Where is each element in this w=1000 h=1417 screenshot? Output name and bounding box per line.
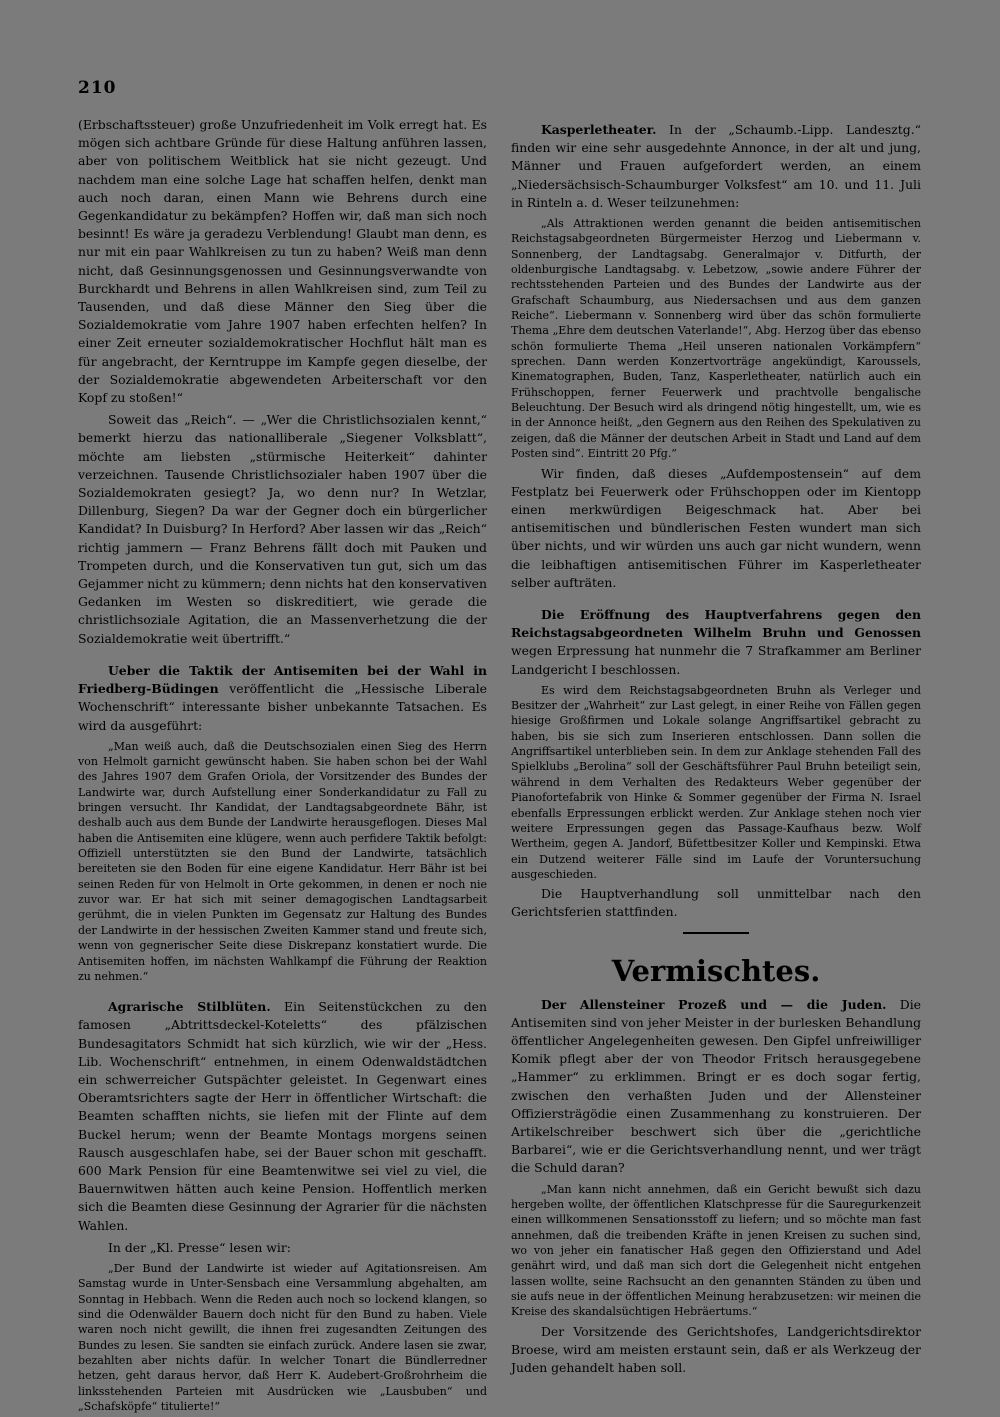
page-number: 210 xyxy=(78,78,117,98)
paragraph-lead: Die Eröffnung des Hauptverfahrens gegen den Reichstagsabgeordneten Wilhelm Bruhn und Genossen xyxy=(511,606,921,641)
quote-hammer: „Man kann nicht annehmen, daß ein Gericht bewußt sich dazu hergeben wollte, der öffentlichen Klatschpresse für die Sauregurkenzeit einen willkommenen Sensationsstoff zu liefern; und so möchte man fast annehmen, daß die treibenden Kräfte in jenen Kreisen zu suchen sind, wo von jeher ein fanatischer Haß gegen den Offizierstand und Adel genährt wird, und daß man sich dort die Gelegenheit nicht entgehen lassen wollte, seine Rachsucht an den genannten Ständen zu üben und sie aufs neue in der öffentlichen Meinung herabzusetzen: wir meinen die Kreise des skandalsüchtigen Hebräertums.“ xyxy=(511,1182,921,1319)
quote-helmolt: „Man weiß auch, daß die Deutschsozialen einen Sieg des Herrn von Helmolt garnicht gewünscht haben. Sie haben schon bei der Wahl des Jahres 1907 dem Grafen Oriola, der Vorsitzender des Bundes der Landwirte war, durch Aufstellung einer Sonderkandidatur zu Fall zu bringen versucht. Ihr Kandidat, der Landtagsabgeordnete Bähr, ist deshalb auch aus dem Bunde der Landwirte herausgeflogen. Dieses Mal haben die Antisemiten eine klügere, wenn auch perfidere Taktik befolgt: Offiziell unterstützten sie den Bund der Landwirte, tatsächlich bereiteten sie den Boden für eine eigene Kandidatur. Herr Bähr ist bei seinen Reden für von Helmolt in Orte gekommen, in denen er noch nie zuvor war. Er hat sich mit seiner demagogischen Landtagsarbeit gerühmt, die in vielen Punkten im Gegensatz zur Haltung des Bundes der Landwirte in der hessischen Zweiten Kammer stand und freute sich, wenn von gegnerischer Seite diese Diskrepanz konstatiert wurde. Die Antisemiten hoffen, im nächsten Wahlkampf die Führung der Reaktion zu nehmen.“ xyxy=(78,739,487,983)
quote-volksfest: „Als Attraktionen werden genannt die beiden antisemitischen Reichstagsabgeordneten Bürgermeister Herzog und Liebermann v. Sonnenberg, der Landtagsabg. Generalmajor v. Ditfurth, der oldenburgische Landtagsabg. v. Lebetzow, „sowie andere Führer der rechtsstehenden Parteien und des Bundes der Landwirte aus der Grafschaft Schaumburg, aus Niedersachsen und aus dem ganzen Reiche“. Liebermann v. Sonnenberg wird über das schön formulierte Thema „Ehre dem deutschen Vaterlande!“, Abg. Herzog über das ebenso schön formulierte Thema „Heil unseren nationalen Vorkämpfern“ sprechen. Dann werden Konzertvorträge angekündigt, Karoussels, Kinematographen, Buden, Tanz, Kasperletheater, natürlich auch ein Frühschoppen, ferner Feuerwerk und prachtvolle bengalische Beleuchtung. Der Besuch wird als dringend nötig hingestellt, um, wie es in der Annonce heißt, „den Gegnern aus den Reihen des Spekulativen zu zeigen, daß die Männer der deutschen Arbeit in Stadt und Land auf dem Posten sind“. Eintritt 20 Pfg.“ xyxy=(511,217,921,461)
paragraph-body: wegen Erpressung hat nunmehr die 7 Strafkammer am Berliner Landgericht I beschlossen. xyxy=(511,643,921,677)
paragraph-lead: Ueber die Taktik der Antisemiten bei der Wahl in Friedberg-Büdingen xyxy=(78,662,487,697)
paragraph-broese: Der Vorsitzende des Gerichtshofes, Landgerichtsdirektor Broese, wird am meisten erstaunt sein, daß er als Werkzeug der Juden gehandelt haben soll. xyxy=(511,1323,921,1376)
paragraph-lead: Agrarische Stilblüten. xyxy=(108,999,271,1015)
paragraph-stilblueten xyxy=(78,998,487,1235)
paragraph-kl-presse: In der „Kl. Presse“ lesen wir: xyxy=(108,1239,291,1255)
paragraph-body: In der „Schaumb.-Lipp. Landesztg.“ finden wir eine sehr ausgedehnte Annonce, in der alt und jung, Männer und Frauen aufgefordert werden, an einem „Niedersächsisch-Schaumburger Volksfest“ am 10. und 11. Juli in Rinteln a. d. Weser teilzunehmen: xyxy=(511,122,921,210)
section-divider xyxy=(683,932,749,934)
quote-bund-landwirte: „Der Bund der Landwirte ist wieder auf Agitationsreisen. Am Samstag wurde in Unter-Sensbach eine Versammlung abgehalten, am Sonntag in Hebbach. Wenn die Reden auch noch so lockend klangen, so sind die Odenwälder Bauern doch nicht für den Bund zu haben. Viele waren noch nicht gewillt, die ihnen frei zugesandten Zeitungen des Bundes zu lesen. Sie sandten sie einfach zurück. Andere lasen sie zwar, bezahlten aber nichts dafür. In welcher Tonart die Bündlerredner hetzen, geht daraus hervor, daß Herr K. Audebert-Großrohrheim die linksstehenden Parteien mit Ausdrücken wie „Lausbuben“ und „Schafsköpfe“ titulierte!“ xyxy=(78,1262,487,1414)
paragraph-hauptverhandlung: Die Hauptverhandlung soll unmittelbar nach den Gerichtsferien stattfinden. xyxy=(511,886,921,920)
paragraph-body: veröffentlicht die „Hessische Liberale Wochenschrift“ interessante bisher unbekannte Tatsachen. Es wird da ausgeführt: xyxy=(78,681,487,733)
paragraph-bruhn xyxy=(511,606,921,679)
paragraph-lead: Kasperletheater. xyxy=(541,122,657,137)
paragraph-bruhn-details: Es wird dem Reichstagsabgeordneten Bruhn als Verleger und Besitzer der „Wahrheit“ zur Last gelegt, in einer Reihe von Fällen gegen hiesige Großfirmen und Lokale solange Angriffsartikel gebracht zu haben, bis sie sich zum Inserieren entschlossen. Dann sollen die Angriffsartikel unterblieben sein. In dem zur Anklage stehenden Fall des Spielklubs „Berolina“ soll der Geschäftsführer Paul Bruhn beteiligt sein, während in dem Verhalten des Redakteurs Weber gegenüber der Pianofortefabrik von Hinke & Sommer gegenüber der Firma N. Israel ebenfalls Erpressungen erblickt werden. Zur Anklage stehen noch vier weitere Erpressungen gegen das Passage-Kaufhaus bezw. Wolf Wertheim, gegen A. Jandorf, Büfettbesitzer Koller und Kempinski. Etwa ein Dutzend weiterer Fälle sind im Laufe der Voruntersuchung ausgeschieden. xyxy=(511,683,921,881)
right-column xyxy=(511,121,921,1381)
paragraph-allensteiner xyxy=(511,996,921,1178)
paragraph-body: Ein Seitenstückchen zu den famosen „Abtrittsdeckel-Koteletts“ des pfälzischen Bundesagitators Schmidt hat sich kürzlich, wie wir der „Hess. Lib. Wochenschrift“ entnehmen, in einem Odenwaldstädtchen ein schwerreicher Gutspächter geleistet. In Gegenwart eines Oberamtsrichters sagte der Herr in öffentlicher Wirtschaft: die Beamten schafften nichts, sie liefen mit der Flinte auf dem Buckel herum; wenn der Beamte Montags morgens seinen Rausch ausgeschlafen habe, sei der Bauer schon mit geschafft. 600 Mark Pension für eine Beamtenwitwe sei viel zu viel, die Bauernwitwen hätten auch keine Pension. Hoffentlich merken sich die Beamten diese Gesinnung der Agrarier für die nächsten Wahlen. xyxy=(78,999,487,1233)
paragraph-aufdempostensein: Wir finden, daß dieses „Aufdempostensein“ auf dem Festplatz bei Feuerwerk oder Frühschoppen oder im Kientopp einen merkwürdigen Beigeschmack hat. Aber bei antisemitischen und bündlerischen Festen wundert man sich über nichts, und wir würden uns auch gar nicht wundern, wenn die leibhaftigen antisemitischen Führer im Kasperletheater selber aufträten. xyxy=(511,465,921,590)
left-column xyxy=(78,116,487,1417)
paragraph-kasperletheater xyxy=(511,121,921,212)
paragraph-body: Die Antisemiten sind von jeher Meister in der burlesken Behandlung öffentlicher Angelegenheiten gewesen. Den Gipfel unfreiwilliger Komik pflegt aber der von Theodor Fritsch herausgegebene „Hammer“ zu erklimmen. Bringt er es doch sogar fertig, zwischen den verhaßten Juden und der Allensteiner Offiziersträgödie einen Zusammenhang zu konstruieren. Der Artikelschreiber beschwert sich über die „gerichtliche Barbarei“, wie er die Gerichtsverhandlung nennt, und wer trägt die Schuld daran? xyxy=(511,996,921,1176)
section-title: Vermischtes. xyxy=(611,953,821,988)
paragraph-lead: Der Allensteiner Prozeß und — die Juden. xyxy=(541,996,887,1012)
paragraph-reich-comment: Soweit das „Reich“. — „Wer die Christlichsozialen kennt,“ bemerkt hierzu das nationalliberale „Siegener Volksblatt“, möchte am liebsten „stürmische Heiterkeit“ dahinter verzeichnen. Tausende Christlichsozialer haben 1907 über die Sozialdemokraten gesiegt? Ja, wo denn nur? In Wetzlar, Dillenburg, Siegen? Da war der Gegner doch ein bürgerlicher Kandidat? In Duisburg? In Herford? Aber lassen wir das „Reich“ richtig jammern — Franz Behrens fällt doch mit Pauken und Trompeten durch, und die Konservativen tun gut, sich um das Gejammer nicht zu kümmern; denn nichts hat den konservativen Gedanken im Westen so diskreditiert, wie gerade die christlichsoziale Agitation, die an Massenverhetzung die der Sozialdemokratie weit übertrifft.“ xyxy=(78,412,487,646)
paragraph-antisemiten-taktik xyxy=(78,662,487,735)
paragraph-behrens: (Erbschaftssteuer) große Unzufriedenheit im Volk erregt hat. Es mögen sich achtbare Gründe für diese Haltung anführen lassen, aber von politischem Weitblick hat sie nicht gezeugt. Und nachdem man eine solche Lage hat schaffen helfen, denkt man auch noch daran, einen Mann wie Behrens durch eine Gegenkandidatur zu bekämpfen? Hoffen wir, daß man sich noch besinnt! Es wäre ja geradezu Verblendung! Glaubt man denn, es nur mit ein paar Wahlkreisen zu tun zu haben? Weiß man denn nicht, daß Gesinnungsgenossen und Gesinnungsverwandte von Burckhardt und Behrens in allen Wahlkreisen sind, zum Teil zu Tausenden, und daß diese Männer den Sieg über die Sozialdemokratie vom Jahre 1907 haben erfechten helfen? In einer Zeit erneuter sozialdemokratischer Hochflut hält man es für angebracht, der Kerntruppe im Kampfe gegen dieselbe, der der Sozialdemokratie abgewendeten Arbeiterschaft vor den Kopf zu stoßen!“ xyxy=(78,117,487,406)
